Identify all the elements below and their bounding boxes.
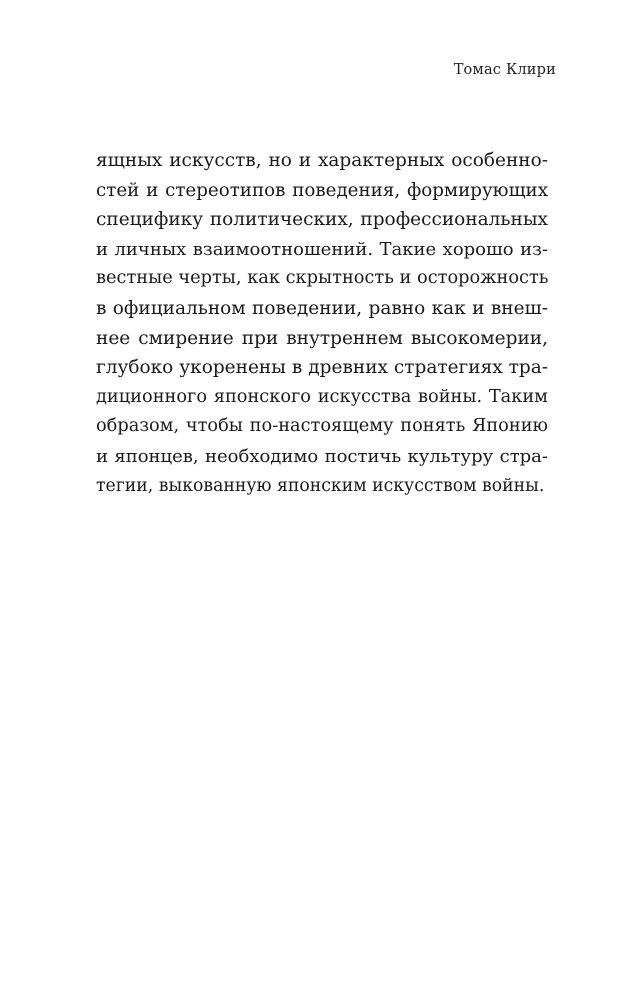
- text-line: вестные черты, как скрытность и осторожность: [96, 268, 549, 289]
- text-line: стей и стереотипов поведения, формирующих: [96, 179, 548, 201]
- text-line: диционного японского искусства войны. Таким: [96, 386, 548, 407]
- body-paragraph: [96, 146, 548, 501]
- running-header-author: Томас Клири: [453, 62, 556, 78]
- text-line: и личных взаимоотношений. Такие хорошо из-: [96, 238, 548, 260]
- text-line: образом, чтобы по-настоящему понять Японию: [96, 416, 548, 437]
- text-line: ящных искусств, но и характерных особенно-: [96, 150, 548, 171]
- text-line: и японцев, необходимо постичь культуру стра-: [96, 445, 548, 467]
- text-line: глубоко укоренены в древних стратегиях тра-: [96, 357, 548, 379]
- text-line: в официальном поведении, равно как и внеш-: [96, 297, 548, 319]
- text-line: тегии, выкованную японским искусством войны.: [96, 475, 545, 496]
- text-line: нее смирение при внутреннем высокомерии,: [96, 327, 548, 349]
- text-line: специфику политических, профессиональных: [96, 209, 548, 231]
